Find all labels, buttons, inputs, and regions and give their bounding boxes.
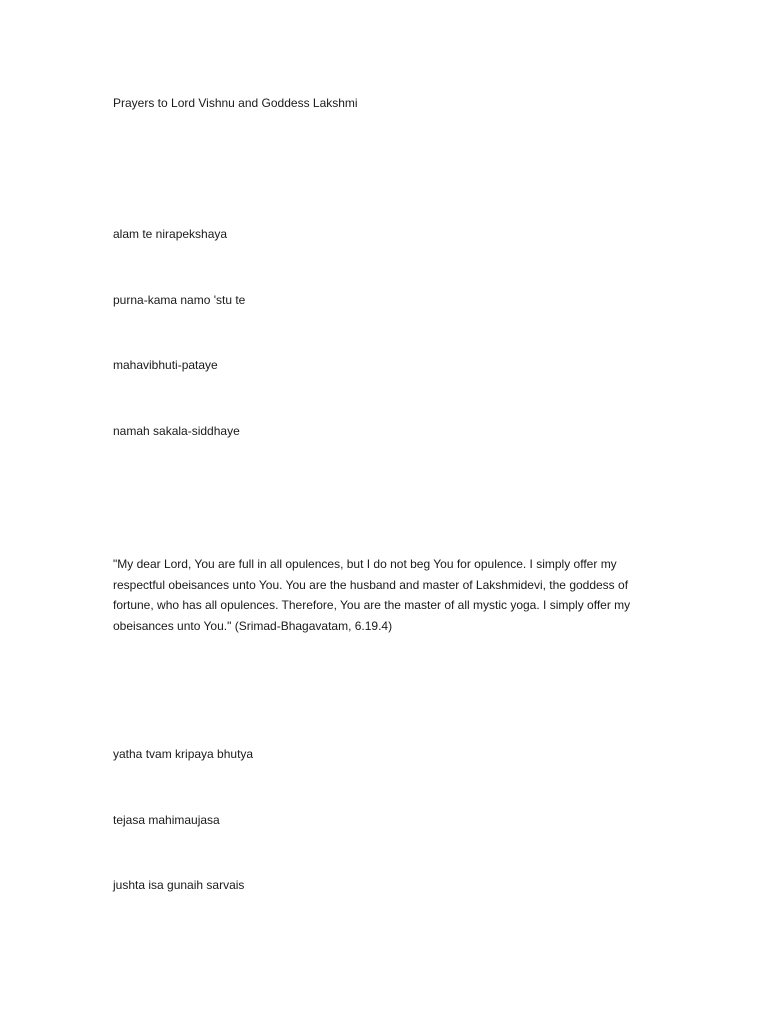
verse-line: alam te nirapekshaya [113, 227, 228, 241]
verse-line: namah sakala-siddhaye [113, 424, 240, 438]
translation-paragraph: "My dear Lord, You are full in all opulences, but I do not beg You for opulence. I simply offer my respectful obeisances unto You. You are the husband and master of Lakshmidevi, the goddess of fortune, who has all opulences. Therefore, You are the master of all mystic yoga. I simply offer my obeisances unto You." (Srimad-Bhagavatam, 6.19.4) [113, 557, 631, 633]
verse-line: tejasa mahimaujasa [113, 813, 220, 827]
verse-line: purna-kama namo 'stu te [113, 293, 246, 307]
verse-line: yatha tvam kripaya bhutya [113, 747, 254, 761]
document-title: Prayers to Lord Vishnu and Goddess Lakshmi [113, 96, 358, 110]
verse-line: jushta isa gunaih sarvais [113, 878, 245, 892]
verse-line: mahavibhuti-pataye [113, 358, 218, 372]
